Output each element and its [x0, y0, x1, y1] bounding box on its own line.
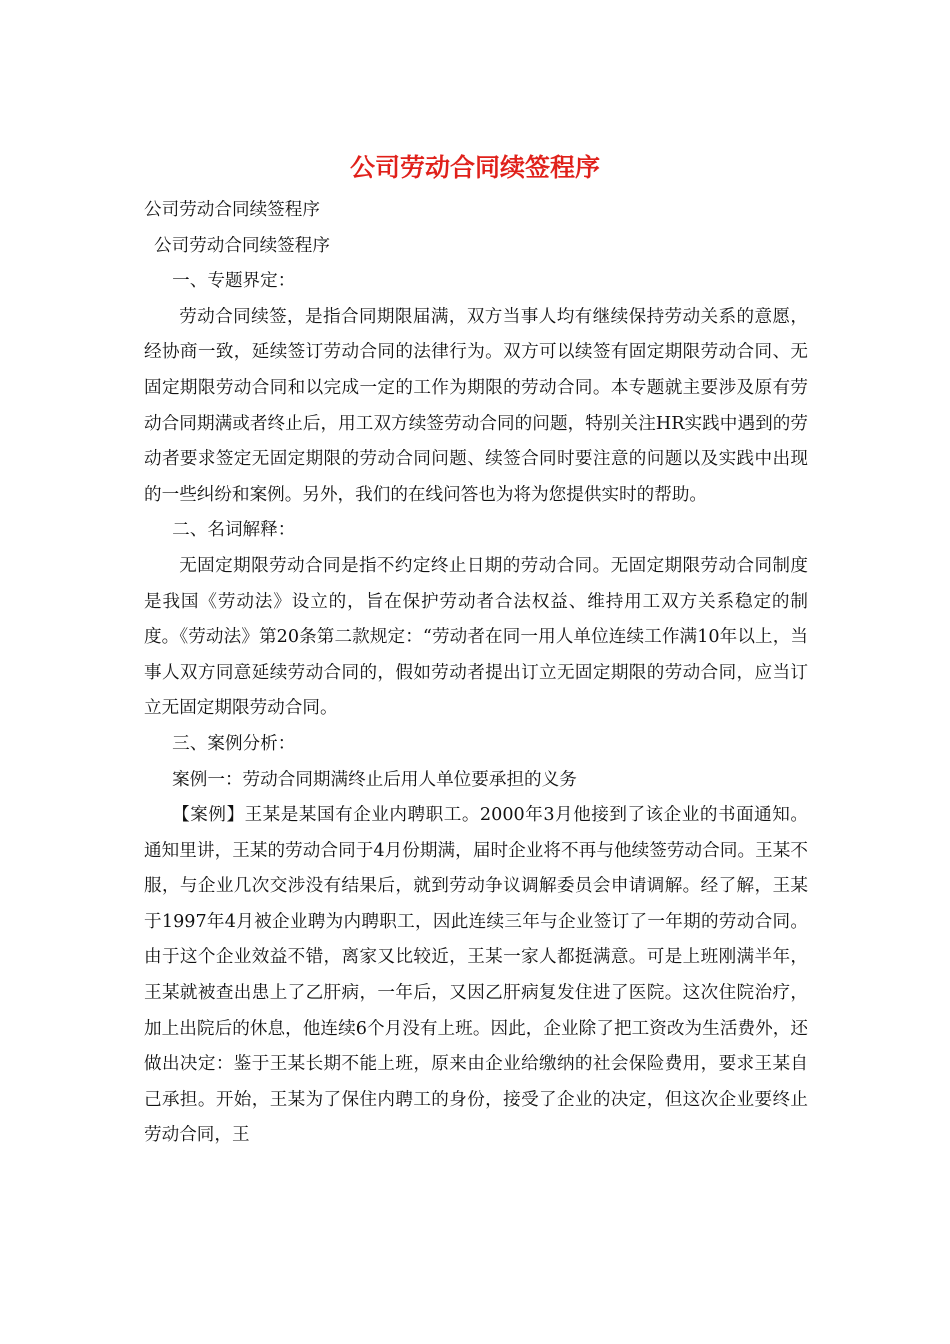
- document-body: [144, 193, 808, 1154]
- subtitle-line-1: 公司劳动合同续签程序: [144, 200, 320, 220]
- section-3-heading: 三、案例分析：: [172, 733, 296, 754]
- case-1-paragraph: 【案例】王某是某国有企业内聘职工。2000年3月他接到了该企业的书面通知。通知里讲，王某的劳动合同于4月份期满，届时企业将不再与他续签劳动合同。王某不服，与企业几次交涉没有结果后，就到劳动争议调解委员会申请调解。经了解，王某于1997年4月被企业聘为内聘职工，因此连续三年与企业签订了一年期的劳动合同。由于这个企业效益不错，离家又比较近，王某一家人都挺满意。可是上班刚满半年，王某就被查出患上了乙肝病，一年后，又因乙肝病复发住进了医院。这次住院治疗，加上出院后的休息，他连续6个月没有上班。因此，企业除了把工资改为生活费外，还做出决定：鉴于王某长期不能上班，原来由企业给缴纳的社会保险费用，要求王某自己承担。开始，王某为了保住内聘工的身份，接受了企业的决定，但这次企业要终止劳动合同，王: [144, 805, 808, 1146]
- section-1-heading: 一、专题界定：: [172, 271, 296, 292]
- case-1-heading: 案例一：劳动合同期满终止后用人单位要承担的义务: [172, 769, 577, 790]
- section-2-paragraph: 无固定期限劳动合同是指不约定终止日期的劳动合同。无固定期限劳动合同制度是我国《劳动法》设立的，旨在保护劳动者合法权益、维持用工双方关系稳定的制度。《劳动法》第20条第二款规定：“劳动者在同一用人单位连续工作满10年以上，当事人双方同意延续劳动合同的，假如劳动者提出订立无固定期限的劳动合同，应当订立无固定期限劳动合同。: [144, 555, 808, 719]
- section-1-paragraph: 劳动合同续签，是指合同期限届满，双方当事人均有继续保持劳动关系的意愿，经协商一致，延续签订劳动合同的法律行为。双方可以续签有固定期限劳动合同、无固定期限劳动合同和以完成一定的工作为期限的劳动合同。本专题就主要涉及原有劳动合同期满或者终止后，用工双方续签劳动合同的问题，特别关注HR实践中遇到的劳动者要求签定无固定期限的劳动合同问题、续签合同时要注意的问题以及实践中出现的一些纠纷和案例。另外，我们的在线问答也为将为您提供实时的帮助。: [144, 306, 808, 505]
- subtitle-line-2: 公司劳动合同续签程序: [154, 235, 330, 256]
- document-title: 公司劳动合同续签程序: [349, 153, 600, 182]
- section-2-heading: 二、名词解释：: [172, 520, 296, 541]
